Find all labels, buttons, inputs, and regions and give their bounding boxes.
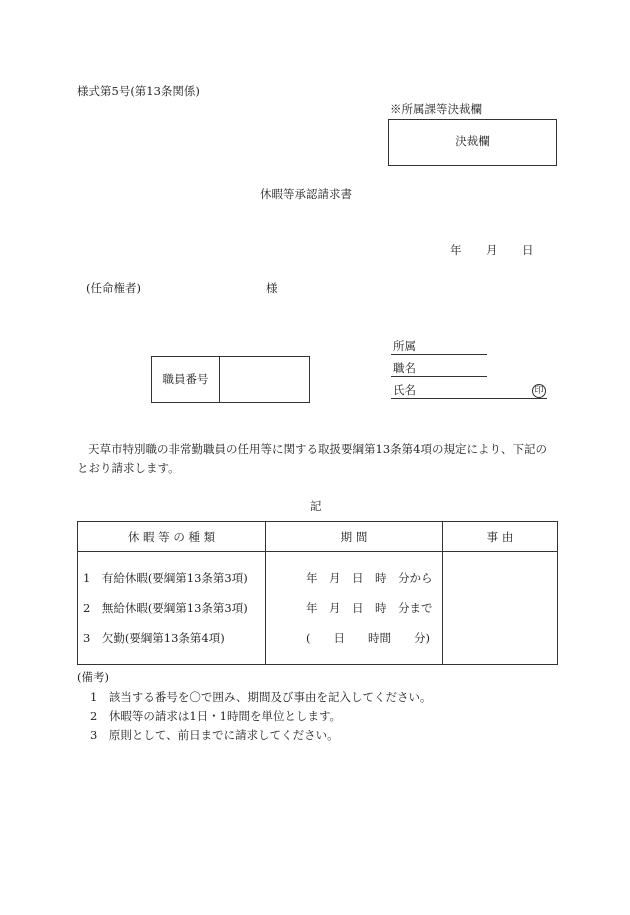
- seal-mark: 印: [532, 384, 546, 398]
- note-item-3: 3 原則として、前日までに請求してください。: [90, 728, 339, 742]
- date-day: 日: [522, 243, 534, 257]
- reason-cell[interactable]: [443, 552, 558, 665]
- employee-number-label: 職員番号: [162, 372, 209, 386]
- table-body-row: [78, 552, 558, 665]
- period-to[interactable]: 年 月 日 時 分まで: [306, 601, 433, 615]
- leave-type-cell: [78, 552, 266, 665]
- table-header-row: [78, 522, 558, 552]
- affiliation-underline: [391, 354, 487, 355]
- notes-heading: (備考): [77, 670, 109, 684]
- addressee-label: (任命権者): [86, 281, 141, 295]
- request-table: [77, 521, 558, 665]
- form-number: 様式第5号(第13条関係): [77, 84, 200, 98]
- leave-type-option-3[interactable]: 3 欠勤(要綱第13条第4項): [83, 631, 225, 645]
- approval-caption: ※所属課等決裁欄: [390, 102, 482, 116]
- employee-number-field[interactable]: [220, 357, 309, 402]
- date-month: 月: [486, 243, 498, 257]
- approval-box-label: 決裁欄: [455, 134, 490, 148]
- period-cell: [266, 552, 443, 665]
- name-label: 氏名: [393, 383, 416, 397]
- body-text-line1: 天草市特別職の非常勤職員の任用等に関する取扱要綱第13条第4項の規定により、下記の: [88, 442, 547, 456]
- header-period: 期 間: [266, 522, 443, 552]
- employee-number-box: [151, 356, 310, 403]
- document-title: 休暇等承認請求書: [260, 187, 352, 201]
- body-text-line2: とおり請求します。: [77, 461, 180, 475]
- period-total[interactable]: ( 日 時間 分): [306, 631, 430, 645]
- name-underline: [391, 398, 547, 399]
- date-year: 年: [450, 243, 462, 257]
- leave-type-option-2[interactable]: 2 無給休暇(要綱第13条第3項): [83, 601, 248, 615]
- addressee-honorific: 様: [266, 281, 278, 295]
- approval-box: [388, 119, 557, 166]
- job-underline: [391, 376, 487, 377]
- header-reason: 事 由: [443, 522, 558, 552]
- leave-type-option-1[interactable]: 1 有給休暇(要綱第13条第3項): [83, 571, 248, 585]
- job-label: 職名: [393, 361, 416, 375]
- period-from[interactable]: 年 月 日 時 分から: [306, 571, 433, 585]
- note-item-2: 2 休暇等の請求は1日・1時間を単位とします。: [90, 709, 342, 723]
- ki-heading: 記: [310, 499, 322, 513]
- note-item-1: 1 該当する番号を〇で囲み、期間及び事由を記入してください。: [90, 690, 432, 704]
- header-leave-type: 休 暇 等 の 種 類: [78, 522, 266, 552]
- affiliation-label: 所属: [393, 339, 416, 353]
